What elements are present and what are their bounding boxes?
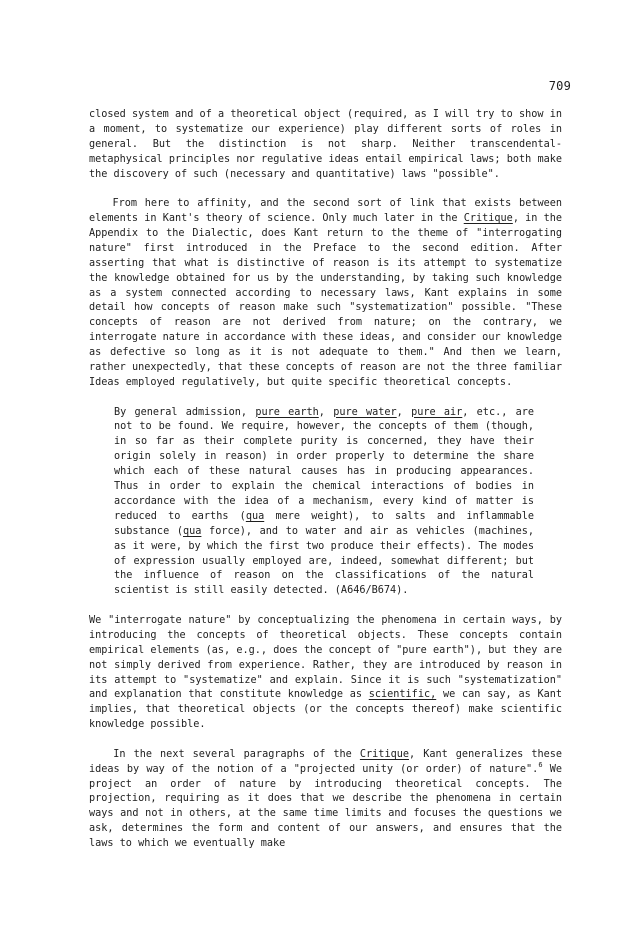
critique-title: Critique [463,213,513,225]
paragraph-3-text-b: we can say, as Kant implies, that theoretical objects (or the concepts thereof) make scientific knowledge possible. [89,689,562,731]
term-qua: qua [183,525,202,537]
term-qua: qua [245,510,265,522]
paragraph-3 [89,614,562,733]
quote-text-e: mere weight), to salts and inflammable substance ( [114,510,534,537]
quote-text-b: , [318,406,334,418]
page-number: 709 [548,79,571,93]
term-pure-earth: pure earth [255,406,319,418]
quote-text-f: force), and to water and air as vehicles (machines, as it were, by which the first two produce their effects). The modes of expression usually employed are, indeed, somewhat different; but the influence of reason on the classifications of the natural scientist is still easily detected. (A646/B674). [114,525,535,597]
critique-title: Critique [359,748,409,760]
quote-text-c: , [396,406,412,418]
paragraph-4 [89,748,562,852]
block-quote [114,406,534,600]
term-scientific: scientific, [368,689,437,701]
footnote-marker[interactable]: 6 [538,760,543,769]
quote-text-d: , etc., are not to be found. We require, however, the concepts of them (though, in so far as their complete purity is concerned, they have their origin solely in reason) in order properly to determine the share which each of these natural causes has in producing appearances. Thus in order to explain the chemical interactions of bodies in accordance with the idea of a mechanism, every kind of matter is reduced to earths ( [114,406,535,522]
quote-text-a: By general admission, [114,406,256,418]
paragraph-2-text-b: , in the Appendix to the Dialectic, does Kant return to the theme of "interrogating nature" first introduced in the Preface to the second edition. After asserting that what is distinctive of reason is its attempt to systematize the knowledge obtained for us by the understanding, by taking such knowledge as a system connected according to necessary laws, Kant explains in some detail how concepts of reason make such "systematization" possible. "These concepts of reason are not derived from nature; on the contrary, we interrogate nature in accordance with these ideas, and consider our knowledge as defective so long as it is not adequate to them." And then we learn, rather unexpectedly, that these concepts of reason are not the three familiar Ideas employed regulatively, but quite specific theoretical concepts. [89,213,562,388]
term-pure-air: pure air [411,406,463,418]
paragraph-4-text-b: , Kant generalizes these ideas by way of the notion of a "projected unity (or order) of nature". [89,748,563,775]
paragraph-4-text-a: In the next several paragraphs of the [113,748,360,760]
paragraph-4-text-c: We project an order of nature by introducing theoretical concepts. The projection, requiring as it does that we describe the phenomena in certain ways and not in others, at the same time limits and focuses the questions we ask, determines the form and content of our answers, and ensures that the laws to which we eventually make [89,763,562,850]
paragraph-2 [89,197,562,391]
paragraph-1: closed system and of a theoretical object (required, as I will try to show in a moment, to systematize our experience) play different sorts of roles in general. But the distinction is not sharp. Neither transcendental-metaphysical principles nor regulative ideas entail empirical laws; both make the discovery of such (necessary and quantitative) laws "possible". [89,109,562,180]
body-text [89,108,562,852]
paragraph-2-text-a: From here to affinity, and the second sort of link that exists between elements in Kant's theory of science. Only much later in the [89,198,562,225]
term-pure-water: pure water [333,406,397,418]
paragraph-3-text-a: We "interrogate nature" by conceptualizing the phenomena in certain ways, by introducing the concepts of theoretical objects. These concepts contain empirical elements (as, e.g., does the concept of "pure earth"), but they are not simply derived from experience. Rather, they are introduced by reason in its attempt to "systematize" and explain. Since it is such "systematization" and explanation that constitute knowledge as [89,614,562,701]
